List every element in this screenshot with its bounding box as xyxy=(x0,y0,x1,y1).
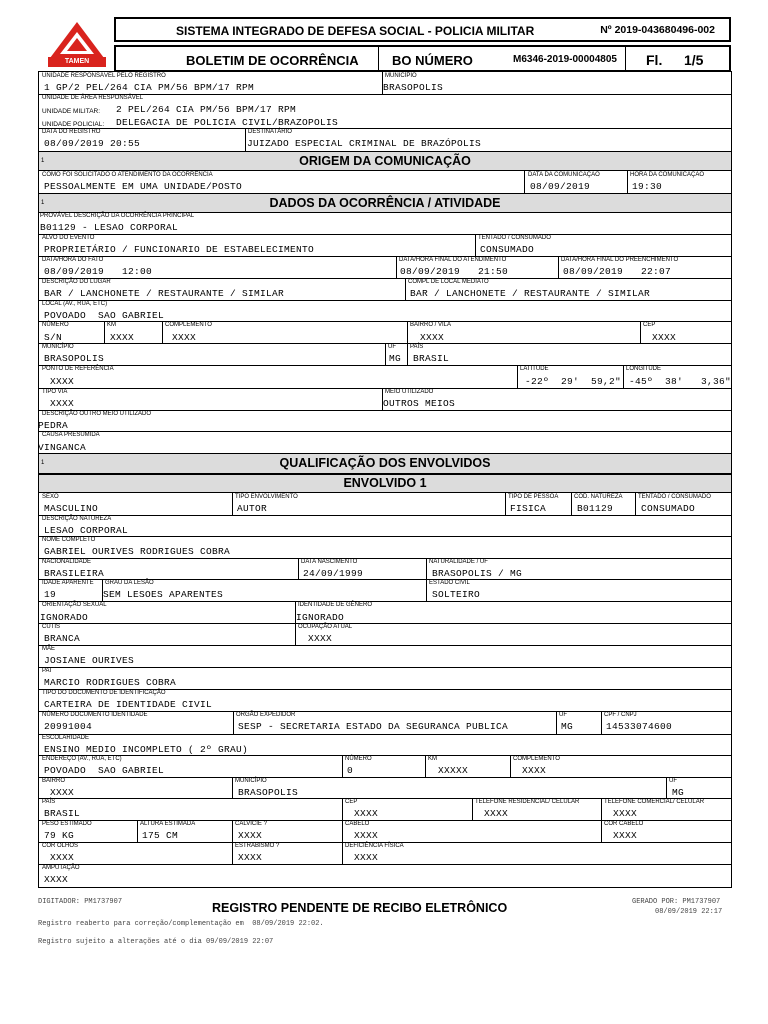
cause-value: VINGANCA xyxy=(38,442,87,453)
hair-color-value: XXXX xyxy=(613,830,638,841)
work-phone-label: TELEFONE COMERCIAL/ CELULAR xyxy=(604,799,705,805)
bairro-value: XXXX xyxy=(50,787,75,798)
addr-number-value: 0 xyxy=(347,765,354,776)
nationality-value: BRASILEIRA xyxy=(44,568,105,579)
eyes-label: COR OLHOS xyxy=(42,843,79,849)
unit-label: UNIDADE RESPONSÁVEL PELO REGISTRO xyxy=(42,73,166,79)
km-value: XXXX xyxy=(110,332,135,343)
doc-uf-value: MG xyxy=(561,721,574,732)
age-label: IDADE APARENTE xyxy=(42,580,94,586)
occ-desc-value: B01129 - LESAO CORPORAL xyxy=(40,222,179,233)
issuer-value: SESP - SECRETARIA ESTADO DA SEGURANCA PUBLICA xyxy=(238,721,509,732)
age-value: 19 xyxy=(44,589,57,600)
birth-label: DATA NASCIMENTO xyxy=(301,559,358,565)
full-name-value: GABRIEL OURIVES RODRIGUES COBRA xyxy=(44,546,231,557)
occ-country-value: BRASIL xyxy=(413,353,450,364)
means-label: MEIO UTILIZADO xyxy=(385,389,434,395)
school-value: ENSINO MEDIO INCOMPLETO ( 2º GRAU) xyxy=(44,744,249,755)
eyes-value: XXXX xyxy=(50,852,75,863)
occ-city-value: BRASOPOLIS xyxy=(44,353,105,364)
inv-uf-value: MG xyxy=(672,787,685,798)
inv-attempt-value: CONSUMADO xyxy=(641,503,696,514)
school-label: ESCOLARIDADE xyxy=(42,735,90,741)
system-header xyxy=(114,17,731,42)
hair-color-label: COR CABELO xyxy=(604,821,644,827)
injury-label: GRAU DA LESÃO xyxy=(105,580,154,586)
occupation-value: XXXX xyxy=(308,633,333,644)
end-date-label: DATA/HORA FINAL DO ATENDIMENTO xyxy=(399,257,507,263)
logo-caption: TAMEN xyxy=(48,57,106,67)
origin-date-label: DATA DA COMUNICAÇÃO xyxy=(528,172,600,178)
longitude-label: LONGITUDE xyxy=(626,366,662,372)
amputation-label: AMPUTAÇÃO xyxy=(42,865,80,871)
unit-value: 1 GP/2 PEL/264 CIA PM/56 BPM/17 RPM xyxy=(44,82,255,93)
fact-date-label: DATA/HORA DO FATO xyxy=(42,257,104,263)
typist: DIGITADOR: PM1737907 xyxy=(38,898,123,906)
nationality-label: NACIONALIDADE xyxy=(42,559,92,565)
doc-uf-label: UF xyxy=(559,712,567,718)
attempt-label: TENTADO / CONSUMADO xyxy=(478,235,551,241)
baldness-value: XXXX xyxy=(238,830,263,841)
district-value: XXXX xyxy=(420,332,445,343)
cpf-value: 14533074600 xyxy=(606,721,673,732)
title-header xyxy=(114,45,731,72)
place-label: DESCRIÇÃO DO LUGAR xyxy=(42,279,111,285)
reopened-note: Registro reaberto para correção/complementação em 08/09/2019 22:02. xyxy=(38,920,324,928)
work-phone-value: XXXX xyxy=(613,808,638,819)
injury-value: SEM LESOES APARENTES xyxy=(103,589,224,600)
inv-city-label: MUNICÍPIO xyxy=(235,778,267,784)
baldness-label: CALVICIE ? xyxy=(235,821,267,827)
latitude-label: LATITUDE xyxy=(520,366,549,372)
complement-label: COMPLEMENTO xyxy=(165,322,212,328)
involvement-label: TIPO ENVOLVIMENTO xyxy=(235,494,298,500)
orientation-label: ORIENTAÇÃO SEXUAL xyxy=(42,602,107,608)
bairro-label: BAIRRO xyxy=(42,778,66,784)
gender-value: IGNORADO xyxy=(296,612,345,623)
mother-value: JOSIANE OURIVES xyxy=(44,655,135,666)
weight-value: 79 KG xyxy=(44,830,75,841)
gender-label: IDENTIDADE DE GÊNERO xyxy=(298,602,373,608)
other-means-value: PEDRA xyxy=(38,420,69,431)
place2-label: COMPL DE LOCAL MEDIATO xyxy=(408,279,489,285)
disability-label: DEFICIÊNCIA FÍSICA xyxy=(345,843,404,849)
doc-number-label: NÚMERO DOCUMENTO IDENTIDADE xyxy=(42,712,148,718)
issuer-label: ORGÃO EXPEDIDOR xyxy=(236,712,296,718)
nature-value: LESAO CORPORAL xyxy=(44,525,129,536)
weight-label: PESO ESTIMADO xyxy=(42,821,92,827)
sex-label: SEXO xyxy=(42,494,59,500)
amputation-value: XXXX xyxy=(44,874,69,885)
origin-time-label: HORA DA COMUNICAÇÃO xyxy=(630,172,705,178)
addr-number-label: NÚMERO xyxy=(345,756,372,762)
target-label: ALVO DO EVENTO xyxy=(42,235,95,241)
addr-km-value: XXXXX xyxy=(438,765,469,776)
km-label: KM xyxy=(107,322,116,328)
police-unit-value: DELEGACIA DE POLICIA CIVIL/BRAZOPOLIS xyxy=(116,117,339,128)
area-label: UNIDADE DE ÁREA RESPONSÁVEL xyxy=(42,95,144,101)
height-value: 175 CM xyxy=(142,830,179,841)
father-value: MARCIO RODRIGUES COBRA xyxy=(44,677,177,688)
address-label: ENDEREÇO (AV., RUA, ETC) xyxy=(42,756,122,762)
register-number-label: Nº xyxy=(600,24,612,36)
orientation-value: IGNORADO xyxy=(40,612,89,623)
occ-city-label: MUNICÍPIO xyxy=(42,344,74,350)
father-label: PAI xyxy=(42,668,52,674)
occ-country-label: PAÍS xyxy=(410,344,424,350)
inv-attempt-label: TENTADO / CONSUMADO xyxy=(638,494,711,500)
page-counter: 1/5 xyxy=(684,52,704,68)
occupation-label: OCUPAÇÃO ATUAL xyxy=(298,624,353,630)
number-label: NÚMERO xyxy=(42,322,69,328)
way-value: XXXX xyxy=(50,398,75,409)
addr-km-label: KM xyxy=(428,756,437,762)
naturality-value: BRASOPOLIS / MG xyxy=(432,568,523,579)
inv-cep-value: XXXX xyxy=(354,808,379,819)
address-value: POVOADO SAO GABRIEL xyxy=(44,765,165,776)
hair-value: XXXX xyxy=(354,830,379,841)
occ-desc-label: PROVÁVEL DESCRIÇÃO DA OCORRÊNCIA PRINCIPAL xyxy=(40,213,195,219)
inv-country-value: BRASIL xyxy=(44,808,81,819)
sex-value: MASCULINO xyxy=(44,503,99,514)
target-value: PROPRIETÁRIO / FUNCIONARIO DE ESTABELECIMENTO xyxy=(44,244,315,255)
addr-compl-value: XXXX xyxy=(522,765,547,776)
involved-section-title: 1 QUALIFICAÇÃO DOS ENVOLVIDOS xyxy=(39,453,731,474)
phone-value: XXXX xyxy=(484,808,509,819)
subject-note: Registro sujeito a alterações até o dia 09/09/2019 22:07 xyxy=(38,938,274,946)
bo-label: BO NÚMERO xyxy=(392,53,473,68)
addr-compl-label: COMPLEMENTO xyxy=(513,756,560,762)
place-value: BAR / LANCHONETE / RESTAURANTE / SIMILAR xyxy=(44,288,285,299)
occ-uf-label: UF xyxy=(388,344,396,350)
squint-value: XXXX xyxy=(238,852,263,863)
fact-date-value: 08/09/2019 12:00 xyxy=(44,266,153,277)
register-number-value: 2019-043680496-002 xyxy=(614,24,715,36)
complement-value: XXXX xyxy=(172,332,197,343)
cpf-label: CPF / CNPJ xyxy=(604,712,637,718)
origin-section-title: 1 ORIGEM DA COMUNICAÇÃO xyxy=(39,151,731,171)
police-unit-label: UNIDADE POLICIAL: xyxy=(42,121,105,128)
pending-receipt: REGISTRO PENDENTE DE RECIBO ELETRÔNICO xyxy=(212,901,508,915)
origin-how-value: PESSOALMENTE EM UMA UNIDADE/POSTO xyxy=(44,181,243,192)
fill-date-label: DATA/HORA FINAL DO PREENCHIMENTO xyxy=(561,257,679,263)
cep-value: XXXX xyxy=(652,332,677,343)
end-date-value: 08/09/2019 21:50 xyxy=(400,266,509,277)
skin-value: BRANCA xyxy=(44,633,81,644)
document-title: BOLETIM DE OCORRÊNCIA xyxy=(186,53,359,68)
number-value: S/N xyxy=(44,332,63,343)
military-unit-value: 2 PEL/264 CIA PM/56 BPM/17 RPM xyxy=(116,104,297,115)
inv-city-value: BRASOPOLIS xyxy=(238,787,299,798)
full-name-label: NOME COMPLETO xyxy=(42,537,96,543)
inv-cep-label: CEP xyxy=(345,799,358,805)
doc-type-value: CARTEIRA DE IDENTIDADE CIVIL xyxy=(44,699,213,710)
register-number xyxy=(600,24,715,36)
place2-value: BAR / LANCHONETE / RESTAURANTE / SIMILAR xyxy=(410,288,651,299)
inv-country-label: PAÍS xyxy=(42,799,56,805)
unit-city-label: MUNICÍPIO xyxy=(385,73,417,79)
doc-type-label: TIPO DO DOCUMENTO DE IDENTIFICAÇÃO xyxy=(42,690,166,696)
destination-label: DESTINATÁRIO xyxy=(248,129,292,135)
occurrence-section-title: 1 DADOS DA OCORRÊNCIA / ATIVIDADE xyxy=(39,193,731,213)
skin-label: CUTIS xyxy=(42,624,60,630)
street-value: POVOADO SAO GABRIEL xyxy=(44,310,165,321)
involvement-value: AUTOR xyxy=(237,503,268,514)
fill-date-value: 08/09/2019 22:07 xyxy=(563,266,672,277)
destination-value: JUIZADO ESPECIAL CRIMINAL DE BRAZÓPOLIS xyxy=(247,138,482,149)
occ-uf-value: MG xyxy=(389,353,402,364)
generated-by: GERADO POR: PM1737907 xyxy=(632,898,721,906)
register-date-value: 08/09/2019 20:55 xyxy=(44,138,141,149)
involved-1-title: ENVOLVIDO 1 xyxy=(39,474,731,493)
pm-logo xyxy=(48,20,106,68)
inv-uf-label: UF xyxy=(669,778,677,784)
longitude-value: -45º 38' 3,36" xyxy=(629,376,732,387)
system-title: SISTEMA INTEGRADO DE DEFESA SOCIAL - POLICIA MILITAR xyxy=(176,24,535,38)
hair-label: CABELO xyxy=(345,821,370,827)
unit-city-value: BRASOPOLIS xyxy=(383,82,444,93)
reference-label: PONTO DE REFERÊNCIA xyxy=(42,366,114,372)
origin-how-label: COMO FOI SOLICITADO O ATENDIMENTO DA OCORRÊNCIA xyxy=(42,172,213,178)
phone-label: TELEFONE RESIDENCIAL/ CELULAR xyxy=(475,799,580,805)
origin-time-value: 19:30 xyxy=(632,181,663,192)
nature-code-label: COD. NATUREZA xyxy=(574,494,623,500)
nature-code-value: B01129 xyxy=(577,503,614,514)
person-type-value: FISICA xyxy=(510,503,547,514)
civil-status-value: SOLTEIRO xyxy=(432,589,481,600)
height-label: ALTURA ESTIMADA xyxy=(140,821,196,827)
street-label: LOCAL (AV., RUA, ETC) xyxy=(42,301,108,307)
origin-date-value: 08/09/2019 xyxy=(530,181,591,192)
bo-number: M6346-2019-00004805 xyxy=(513,54,617,65)
naturality-label: NATURALIDADE / UF xyxy=(429,559,488,565)
cause-label: CAUSA PRESUMIDA xyxy=(42,432,100,438)
squint-label: ESTRABISMO ? xyxy=(235,843,280,849)
doc-number-value: 20991004 xyxy=(44,721,93,732)
mother-label: MÃE xyxy=(42,646,56,652)
other-means-label: DESCRIÇÃO OUTRO MEIO UTILIZADO xyxy=(42,411,152,417)
civil-status-label: ESTADO CIVIL xyxy=(429,580,470,586)
cep-label: CEP xyxy=(643,322,656,328)
reference-value: XXXX xyxy=(50,376,75,387)
register-date-label: DATA DO REGISTRO xyxy=(42,129,101,135)
disability-value: XXXX xyxy=(354,852,379,863)
birth-value: 24/09/1999 xyxy=(303,568,364,579)
latitude-value: -22º 29' 59,2" xyxy=(525,376,622,387)
means-value: OUTROS MEIOS xyxy=(383,398,456,409)
generated-date: 08/09/2019 22:17 xyxy=(655,908,723,916)
way-label: TIPO VIA xyxy=(42,389,68,395)
nature-label: DESCRIÇÃO NATUREZA xyxy=(42,516,112,522)
district-label: BAIRRO / VILA xyxy=(410,322,452,328)
military-unit-label: UNIDADE MILITAR: xyxy=(42,108,101,115)
attempt-value: CONSUMADO xyxy=(480,244,535,255)
page-label: Fl. xyxy=(646,52,663,68)
person-type-label: TIPO DE PESSOA xyxy=(508,494,559,500)
